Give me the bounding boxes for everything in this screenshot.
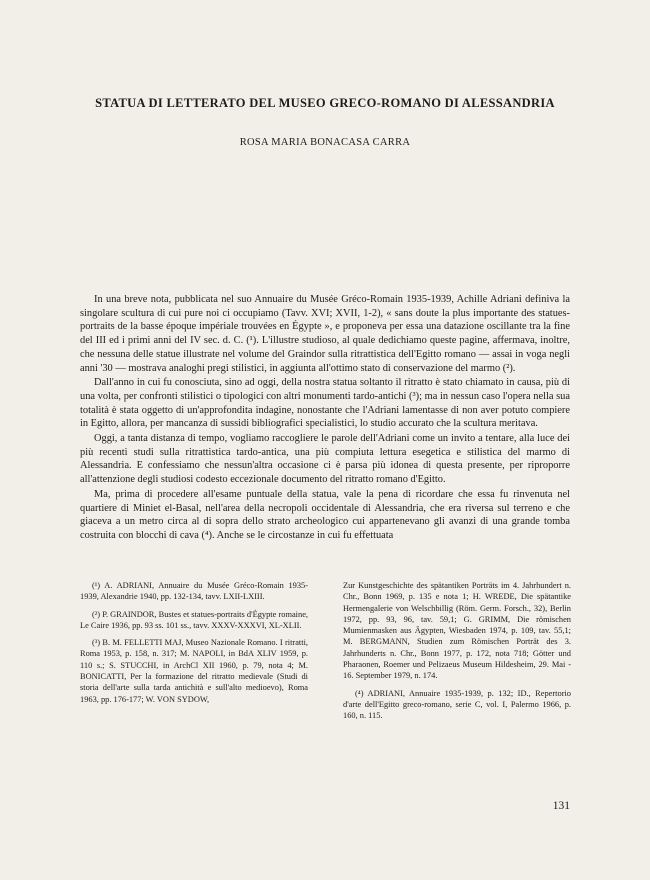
- paragraph: Ma, prima di procedere all'esame puntuale della statua, vale la pena di ricordare che essa fu rinvenuta nel quartiere di Miniet el-Basal, nell'area della necropoli occidentale di Alessandria, che era riversa sul terreno e che giaceva a un metro circa al di sopra dello strato archeologico cui appartenevano gli avanzi di una grande tomba costruita con blocchi di cava (⁴). Anche se le circostanze in cui fu effettuata: [80, 488, 570, 541]
- page-number: 131: [552, 800, 570, 812]
- footnote: (¹) A. ADRIANI, Annuaire du Musée Gréco-Romain 1935-1939, Alexandrie 1940, pp. 132-134, tavv. LXII-LXIII.: [80, 581, 308, 602]
- article-title: STATUA DI LETTERATO DEL MUSEO GRECO-ROMANO DI ALESSANDRIA: [95, 96, 555, 110]
- footnotes-left-column: [80, 580, 308, 711]
- paragraph: In una breve nota, pubblicata nel suo Annuaire du Musée Gréco-Romain 1935-1939, Achille Adriani definiva la singolare scultura di cui pure noi ci occupiamo (Tavv. XVI; XVII, 1-2), « sans doute la plus importante des statues-portraits de la basse époque impériale trouvées en Égypte », e proponeva per essa una datazione oscillante tra la fine del III ed i primi anni del IV sec. d. C. (¹). L'illustre studioso, al quale dedichiamo queste pagine, affermava, inoltre, che nessuna delle statue illustrate nel volume del Graindor sulla ritrattistica dell'Egitto romano — assai in voga negli anni '30 — mostrava analoghi pregi stilistici, in aggiunta all'ottimo stato di conservazione del marmo (²).: [80, 294, 570, 374]
- footnote: (³) B. M. FELLETTI MAJ, Museo Nazionale Romano. I ritratti, Roma 1953, p. 158, n. 317; M. NAPOLI, in BdA XLIV 1959, p. 110 s.; S. STUCCHI, in ArchCl XII 1960, p. 79, nota 4; M. BONICATTI, Per la formazione del ritratto medievale (Studi di storia dell'arte sulla tarda antichità e sull'alto medioevo), Roma 1963, pp. 176-177; W. VON SYDOW,: [80, 638, 308, 704]
- footnotes-right-column: [343, 580, 571, 728]
- paragraph: Dall'anno in cui fu conosciuta, sino ad oggi, della nostra statua soltanto il ritratto è stato chiamato in causa, più di una volta, per confronti stilistici o tipologici con altri monumenti tardo-antichi (³); ma in nessun caso l'opera nella sua totalità è stata oggetto di un'approfondita indagine, nonostante che l'Adriani lamentasse di non aver potuto compiere in Egitto, allora, per mancanza di sussidi bibliografici specialistici, lo studio accurato che la scultura meritava.: [80, 377, 570, 430]
- footnote: (²) P. GRAINDOR, Bustes et statues-portraits d'Égypte romaine, Le Caire 1936, pp. 93 ss. 101 ss., tavv. XXXV-XXXVI, XL-XLII.: [80, 609, 308, 630]
- footnote-continuation: Zur Kunstgeschichte des spätantiken Porträts im 4. Jahrhundert n. Chr., Bonn 1969, p. 135 e nota 1; H. WREDE, Die spätantike Hermengalerie von Welschbillig (Röm. Germ. Forsch., 32), Berlin 1972, pp. 93, 96, tav. 59,1; G. GRIMM, Die römischen Mumienmasken aus Ägypten, Wiesbaden 1974, p. 109, tav. 55,1; M. BERGMANN, Studien zum Römischen Porträt des 3. Jahrhunderts n. Chr., Bonn 1977, p. 172, nota 718; Götter und Pharaonen, Roemer und Pelizaeus Museum Hildesheim, 29. Mai - 16. September 1979, n. 174.: [343, 581, 571, 681]
- footnote: (⁴) ADRIANI, Annuaire 1935-1939, p. 132; ID., Repertorio d'arte dell'Egitto greco-romano, serie C, vol. I, Palermo 1966, p. 160, n. 115.: [343, 688, 571, 721]
- body-text: [80, 293, 570, 544]
- paragraph: Oggi, a tanta distanza di tempo, vogliamo raccogliere le parole dell'Adriani come un invito a tentare, alla luce dei più recenti studi sulla ritrattistica tardo-antica, una più compiuta lettura esegetica e stilistica del marmo di Alessandria. E confessiamo che nessun'altra occasione ci è parsa più idonea di questa presente, per riproporre all'attenzione degli studiosi codesto eccezionale documento del ritratto romano d'Egitto.: [80, 433, 570, 486]
- author-name: ROSA MARIA BONACASA CARRA: [239, 137, 411, 148]
